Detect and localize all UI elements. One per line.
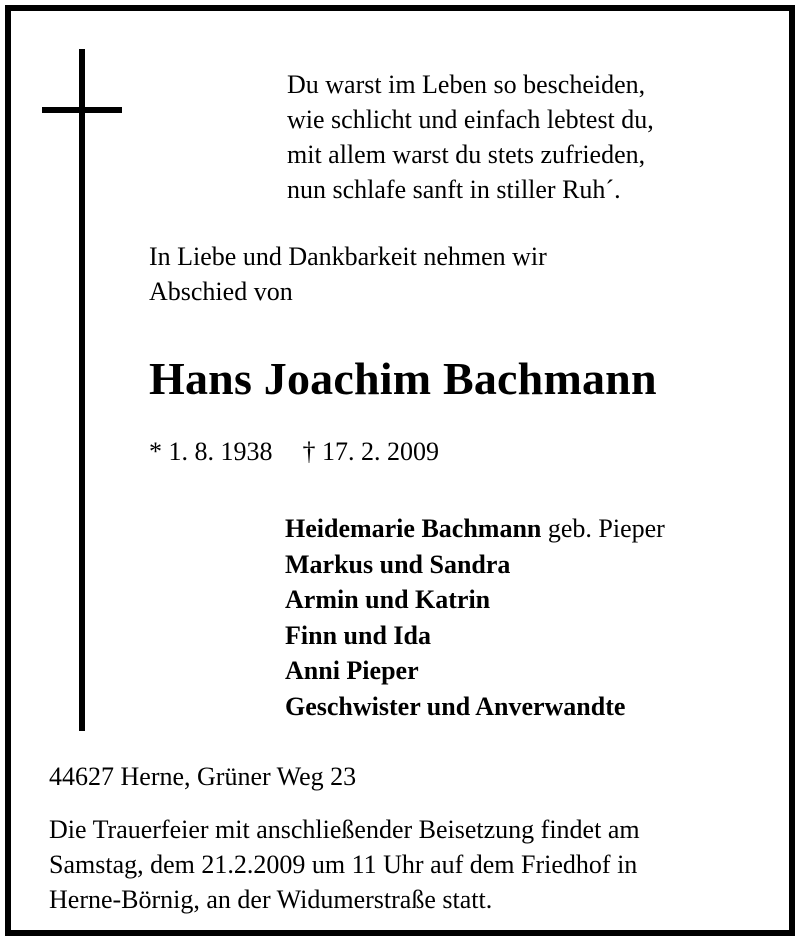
mourner-line: Finn und Ida — [285, 620, 431, 650]
obituary-frame — [5, 5, 795, 936]
intro-line: Abschied von — [149, 277, 293, 306]
birth-date: * 1. 8. 1938 — [149, 437, 273, 466]
poem-line: Du warst im Leben so bescheiden, — [287, 70, 646, 99]
mourner-maiden-name: geb. Pieper — [541, 514, 665, 543]
intro-text — [149, 239, 547, 309]
service-line: Samstag, dem 21.2.2009 um 11 Uhr auf dem Friedhof in — [49, 850, 638, 879]
mourner-line: Armin und Katrin — [285, 585, 491, 614]
mourner-line: Geschwister und Anverwandte — [285, 691, 626, 721]
address: 44627 Herne, Grüner Weg 23 — [49, 762, 357, 791]
intro-line: In Liebe und Dankbarkeit nehmen wir — [149, 242, 547, 271]
mourner-line: Markus und Sandra — [285, 549, 511, 579]
mourner-name: Heidemarie Bachmann — [285, 514, 542, 543]
deceased-name: Hans Joachim Bachmann — [149, 353, 657, 404]
poem — [287, 67, 654, 207]
mourner-line: Anni Pieper — [285, 656, 419, 685]
service-line: Herne-Börnig, an der Widumerstraße statt. — [49, 885, 493, 914]
cross-icon — [79, 49, 85, 731]
death-date: † 17. 2. 2009 — [302, 437, 439, 466]
mourner-line — [285, 511, 665, 547]
service-line: Die Trauerfeier mit anschließender Beisetzung findet am — [49, 815, 640, 844]
funeral-service-info — [49, 812, 640, 917]
life-dates — [149, 434, 439, 469]
poem-line: nun schlafe sanft in stiller Ruh´. — [287, 175, 621, 204]
mourners-list — [285, 511, 665, 724]
poem-line: mit allem warst du stets zufrieden, — [287, 140, 646, 169]
cross-icon-bar — [42, 107, 122, 113]
poem-line: wie schlicht und einfach lebtest du, — [287, 105, 654, 134]
